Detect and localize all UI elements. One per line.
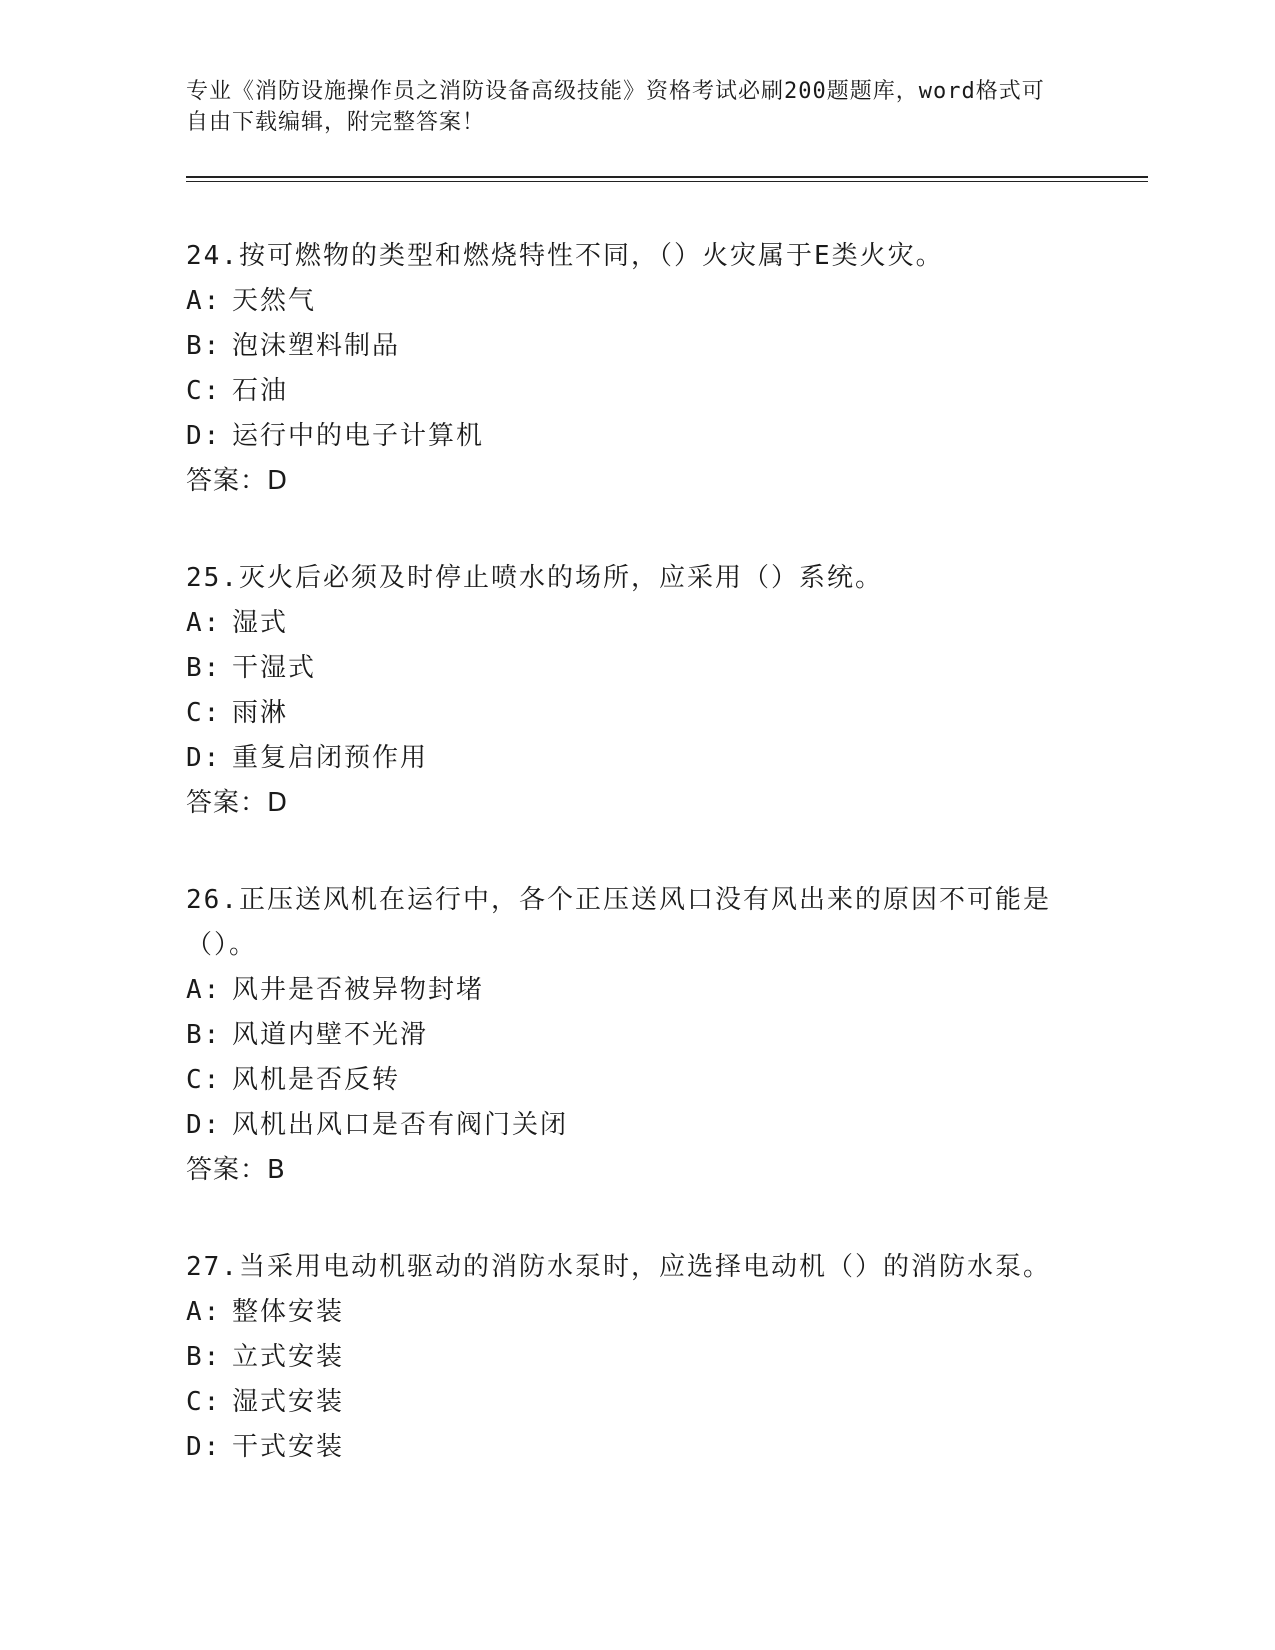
question-text: 27.当采用电动机驱动的消防水泵时，应选择电动机（）的消防水泵。 xyxy=(186,1252,1051,1282)
option-text: 风机出风口是否有阀门关闭 xyxy=(232,1110,569,1140)
option-text: 湿式 xyxy=(232,608,289,638)
option-text: 立式安装 xyxy=(232,1342,345,1372)
question-24 xyxy=(186,234,1086,504)
document-header: 专业《消防设施操作员之消防设备高级技能》资格考试必刷200题题库，word格式可自由下载编辑，附完整答案！ xyxy=(186,79,1045,135)
option-text: 风机是否反转 xyxy=(232,1065,401,1095)
option-text: 泡沫塑料制品 xyxy=(232,331,401,361)
question-text: 24.按可燃物的类型和燃烧特性不同，（）火灾属于E类火灾。 xyxy=(186,241,944,271)
answer-line: 答案：B xyxy=(186,1155,286,1185)
option-c xyxy=(186,1058,1086,1103)
question-25 xyxy=(186,556,1086,826)
option-text: 整体安装 xyxy=(232,1297,345,1327)
option-text: 湿式安装 xyxy=(232,1387,345,1417)
option-letter: B: xyxy=(186,1342,222,1372)
option-a xyxy=(186,601,1086,646)
option-letter: A: xyxy=(186,286,222,316)
header-rule-thin xyxy=(186,181,1148,182)
option-a xyxy=(186,1290,1086,1335)
header-rule-thick xyxy=(186,176,1148,178)
option-letter: A: xyxy=(186,975,222,1005)
option-b xyxy=(186,324,1086,369)
question-text: 26.正压送风机在运行中，各个正压送风口没有风出来的原因不可能是（）。 xyxy=(186,885,1051,960)
option-text: 石油 xyxy=(232,376,289,406)
question-text: 25.灭火后必须及时停止喷水的场所，应采用（）系统。 xyxy=(186,563,883,593)
option-d xyxy=(186,1425,1086,1470)
question-list xyxy=(186,234,1086,1522)
option-d xyxy=(186,1103,1086,1148)
option-letter: C: xyxy=(186,376,222,406)
option-d xyxy=(186,414,1086,459)
option-c xyxy=(186,691,1086,736)
option-b xyxy=(186,646,1086,691)
option-text: 天然气 xyxy=(232,286,317,316)
question-26 xyxy=(186,878,1086,1193)
option-letter: A: xyxy=(186,1297,222,1327)
option-letter: B: xyxy=(186,1020,222,1050)
question-27 xyxy=(186,1245,1086,1470)
option-letter: D: xyxy=(186,743,222,773)
option-letter: A: xyxy=(186,608,222,638)
option-a xyxy=(186,968,1086,1013)
option-letter: C: xyxy=(186,1065,222,1095)
option-text: 风井是否被异物封堵 xyxy=(232,975,485,1005)
option-b xyxy=(186,1335,1086,1380)
option-letter: C: xyxy=(186,698,222,728)
option-text: 运行中的电子计算机 xyxy=(232,421,485,451)
answer-line: 答案：D xyxy=(186,466,289,496)
option-a xyxy=(186,279,1086,324)
option-b xyxy=(186,1013,1086,1058)
option-letter: D: xyxy=(186,1110,222,1140)
option-text: 干式安装 xyxy=(232,1432,345,1462)
option-text: 干湿式 xyxy=(232,653,317,683)
option-text: 风道内壁不光滑 xyxy=(232,1020,429,1050)
option-letter: B: xyxy=(186,653,222,683)
option-letter: B: xyxy=(186,331,222,361)
option-letter: D: xyxy=(186,421,222,451)
option-letter: D: xyxy=(186,1432,222,1462)
option-d xyxy=(186,736,1086,781)
option-text: 雨淋 xyxy=(232,698,289,728)
option-c xyxy=(186,369,1086,414)
option-text: 重复启闭预作用 xyxy=(232,743,429,773)
option-c xyxy=(186,1380,1086,1425)
option-letter: C: xyxy=(186,1387,222,1417)
answer-line: 答案：D xyxy=(186,788,289,818)
